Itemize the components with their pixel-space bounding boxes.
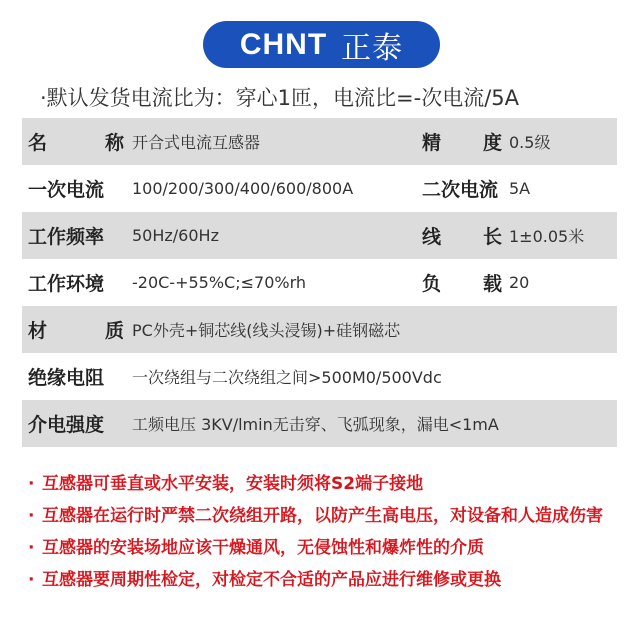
spec-value: 0.5级 (509, 133, 551, 152)
spec-row-dielectric (22, 400, 617, 447)
spec-label: 工作环境 (28, 273, 105, 295)
spec-label (422, 269, 502, 296)
label-part: 质 (104, 320, 124, 342)
spec-value: 一次绕组与二次绕组之间>500M0/500Vdc (132, 368, 442, 387)
note-item (28, 500, 628, 532)
spec-row-environment (22, 259, 617, 306)
label-part: 长 (482, 226, 502, 248)
spec-label (422, 128, 502, 155)
note-item (28, 468, 628, 500)
bullet-icon: · (28, 570, 35, 590)
spec-value: 1±0.05米 (509, 227, 585, 246)
bullet-icon: · (28, 506, 35, 526)
spec-value: -20C-+55%C;≤70%rh (132, 273, 307, 292)
logo-brand-text: CHNT (239, 27, 328, 61)
note-text: 互感器的安装场地应该干燥通风，无侵蚀性和爆炸性的介质 (42, 538, 484, 558)
label-part: 名 (28, 132, 48, 154)
bullet-icon: · (28, 474, 35, 494)
chnt-logo (203, 21, 440, 68)
spec-value: 20 (509, 273, 530, 292)
spec-value: 50Hz/60Hz (132, 226, 219, 245)
spec-row-material (22, 306, 617, 353)
label-part: 线 (422, 226, 442, 248)
label-part: 度 (482, 132, 502, 154)
logo-brand-cn: 正泰 (341, 30, 404, 66)
spec-label (422, 222, 502, 249)
spec-row-primary-current (22, 165, 617, 212)
spec-row-frequency (22, 212, 617, 259)
bullet-icon: · (28, 538, 35, 558)
note-text: 互感器可垂直或水平安装，安装时须将S2端子接地 (42, 474, 424, 494)
label-part: 载 (482, 273, 502, 295)
spec-table (22, 118, 617, 447)
spec-label: 介电强度 (28, 414, 105, 436)
spec-label: 工作频率 (28, 226, 105, 248)
note-item (28, 564, 628, 596)
spec-label: 绝缘电阻 (28, 367, 105, 389)
spec-value: 5A (509, 179, 531, 198)
label-part: 负 (422, 273, 442, 295)
spec-label (28, 316, 124, 343)
note-item (28, 532, 628, 564)
installation-notes (28, 468, 628, 596)
default-ratio-note: ·默认发货电流比为：穿心1匝，电流比=-次电流/5A (40, 86, 520, 110)
note-text: 互感器在运行时严禁二次绕组开路，以防产生高电压，对设备和人造成伤害 (42, 506, 603, 526)
spec-label: 一次电流 (28, 179, 105, 201)
spec-value: 100/200/300/400/600/800A (132, 179, 354, 198)
spec-value: PC外壳+铜芯线(线头浸锡)+硅钢磁芯 (132, 321, 401, 340)
spec-label: 二次电流 (422, 179, 499, 201)
spec-label (28, 128, 124, 155)
label-part: 精 (422, 132, 442, 154)
label-part: 称 (104, 132, 124, 154)
spec-row-insulation (22, 353, 617, 400)
spec-row-name (22, 118, 617, 165)
label-part: 材 (28, 320, 48, 342)
spec-value: 开合式电流互感器 (132, 133, 261, 152)
note-text: 互感器要周期性检定，对检定不合适的产品应进行维修或更换 (42, 570, 501, 590)
spec-value: 工频电压 3KV/lmin无击穿、飞弧现象，漏电<1mA (132, 415, 499, 434)
